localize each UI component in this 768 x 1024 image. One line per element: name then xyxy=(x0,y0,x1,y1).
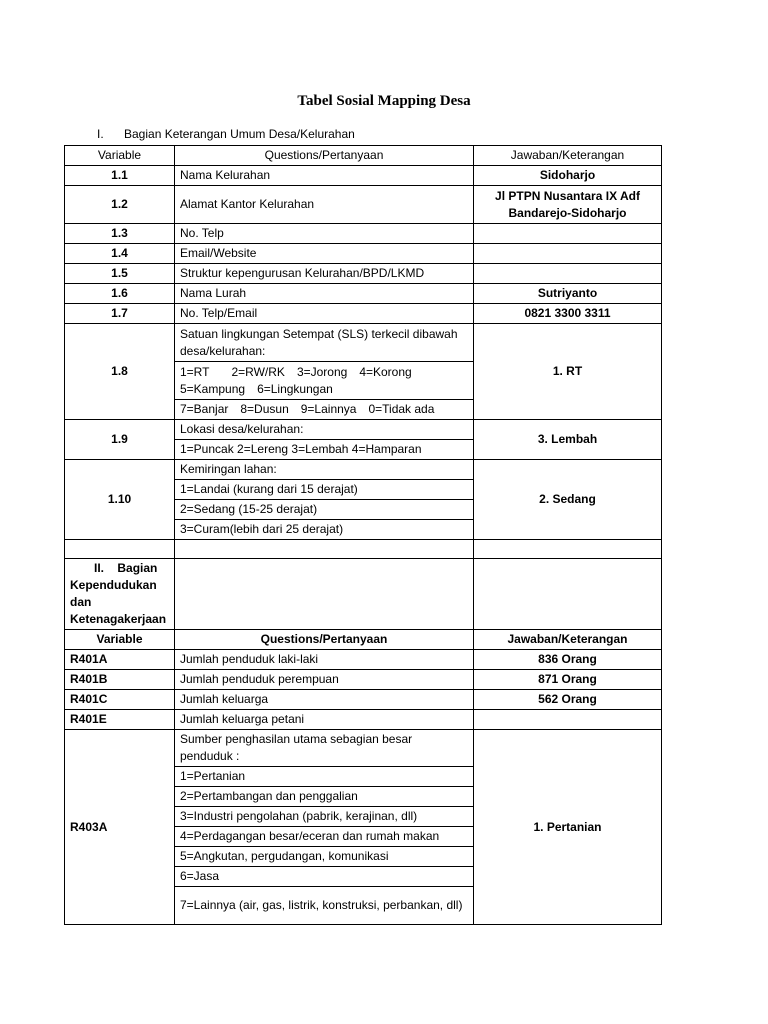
header-variable: Variable xyxy=(65,630,175,650)
table-row xyxy=(65,244,662,264)
row-question: Nama Lurah xyxy=(175,284,474,304)
option-4: 4=Korong xyxy=(359,364,412,379)
row-variable: R401C xyxy=(65,690,175,710)
table-header-row xyxy=(65,630,662,650)
header-questions: Questions/Pertanyaan xyxy=(175,146,474,166)
row-question: Kemiringan lahan: xyxy=(175,460,474,480)
row-question: No. Telp/Email xyxy=(175,304,474,324)
section-1-label: Bagian Keterangan Umum Desa/Kelurahan xyxy=(124,127,355,141)
row-variable: 1.5 xyxy=(65,264,175,284)
row-answer: Sidoharjo xyxy=(474,166,662,186)
row-question: Struktur kepengurusan Kelurahan/BPD/LKMD xyxy=(175,264,474,284)
row-question: No. Telp xyxy=(175,224,474,244)
table-row xyxy=(65,324,662,362)
row-variable: R403A xyxy=(65,730,175,925)
option-8: 8=Dusun xyxy=(240,402,289,416)
header-answer: Jawaban/Keterangan xyxy=(474,630,662,650)
table-row xyxy=(65,710,662,730)
section-2-heading-row xyxy=(65,559,662,630)
table-row xyxy=(65,264,662,284)
option-cell: 4=Perdagangan besar/eceran dan rumah makan xyxy=(175,827,474,847)
row-question: Email/Website xyxy=(175,244,474,264)
table-row xyxy=(65,670,662,690)
row-variable: 1.3 xyxy=(65,224,175,244)
header-variable: Variable xyxy=(65,146,175,166)
row-question: Jumlah keluarga petani xyxy=(175,710,474,730)
social-mapping-table xyxy=(64,145,662,925)
row-question: Alamat Kantor Kelurahan xyxy=(175,186,474,224)
row-variable: R401B xyxy=(65,670,175,690)
row-variable: R401E xyxy=(65,710,175,730)
option-cell: 3=Curam(lebih dari 25 derajat) xyxy=(175,520,474,540)
table-row xyxy=(65,166,662,186)
option-cell: 1=Pertanian xyxy=(175,767,474,787)
option-cell: 2=Sedang (15-25 derajat) xyxy=(175,500,474,520)
row-variable: 1.4 xyxy=(65,244,175,264)
row-answer: 2. Sedang xyxy=(474,460,662,540)
row-question: Jumlah penduduk laki-laki xyxy=(175,650,474,670)
option-9: 9=Lainnya xyxy=(300,402,357,416)
section-2-heading xyxy=(65,559,175,630)
option-7: 7=Banjar xyxy=(180,402,229,416)
row-answer xyxy=(474,244,662,264)
row-answer: 836 Orang xyxy=(474,650,662,670)
row-question: Nama Kelurahan xyxy=(175,166,474,186)
option-cell: 3=Industri pengolahan (pabrik, kerajinan, dll) xyxy=(175,807,474,827)
row-variable: 1.7 xyxy=(65,304,175,324)
row-variable: 1.2 xyxy=(65,186,175,224)
table-row xyxy=(65,690,662,710)
table-row xyxy=(65,460,662,480)
row-question: Jumlah penduduk perempuan xyxy=(175,670,474,690)
option-cell: 2=Pertambangan dan penggalian xyxy=(175,787,474,807)
section-2-label-first: Bagian xyxy=(117,561,158,575)
row-variable: 1.6 xyxy=(65,284,175,304)
row-answer xyxy=(474,710,662,730)
row-answer xyxy=(474,224,662,244)
option-cell: 7=Lainnya (air, gas, listrik, konstruksi, perbankan, dll) xyxy=(175,887,474,925)
empty-row xyxy=(65,540,662,559)
table-row xyxy=(65,650,662,670)
row-answer: Jl PTPN Nusantara IX Adf Bandarejo-Sidoharjo xyxy=(474,186,662,224)
row-answer: 3. Lembah xyxy=(474,420,662,460)
table-header-row xyxy=(65,146,662,166)
row-answer: 1. Pertanian xyxy=(474,730,662,925)
table-row xyxy=(65,420,662,440)
row-answer: 871 Orang xyxy=(474,670,662,690)
row-variable: 1.8 xyxy=(65,324,175,420)
option-cell: 1=Puncak 2=Lereng 3=Lembah 4=Hamparan xyxy=(175,440,474,460)
row-answer: Sutriyanto xyxy=(474,284,662,304)
row-variable: 1.10 xyxy=(65,460,175,540)
option-cell: 5=Angkutan, pergudangan, komunikasi xyxy=(175,847,474,867)
section-1-number: I. xyxy=(97,127,104,141)
row-question: Lokasi desa/kelurahan: xyxy=(175,420,474,440)
table-row xyxy=(65,284,662,304)
section-2-number: II. xyxy=(94,561,105,575)
option-6: 6=Lingkungan xyxy=(257,381,333,396)
header-answer: Jawaban/Keterangan xyxy=(474,146,662,166)
document-title: Tabel Sosial Mapping Desa xyxy=(297,93,471,109)
row-variable: 1.9 xyxy=(65,420,175,460)
option-5: 5=Kampung xyxy=(180,381,246,396)
table-row xyxy=(65,224,662,244)
row-answer xyxy=(474,264,662,284)
header-questions: Questions/Pertanyaan xyxy=(175,630,474,650)
option-cell: 6=Jasa xyxy=(175,867,474,887)
row-question: Jumlah keluarga xyxy=(175,690,474,710)
row-question: Sumber penghasilan utama sebagian besar penduduk : xyxy=(175,730,474,767)
option-cell xyxy=(175,362,474,400)
section-2-label-rest: Kependudukan dan Ketenagakerjaan xyxy=(70,578,167,626)
option-3: 3=Jorong xyxy=(296,364,348,379)
row-answer: 562 Orang xyxy=(474,690,662,710)
option-1: 1=RT xyxy=(180,364,210,379)
option-cell: 1=Landai (kurang dari 15 derajat) xyxy=(175,480,474,500)
row-variable: 1.1 xyxy=(65,166,175,186)
row-answer: 0821 3300 3311 xyxy=(474,304,662,324)
option-cell xyxy=(175,400,474,420)
row-variable: R401A xyxy=(65,650,175,670)
row-answer: 1. RT xyxy=(474,324,662,420)
table-row xyxy=(65,730,662,767)
section-1-heading xyxy=(97,127,355,141)
table-row xyxy=(65,186,662,224)
table-row xyxy=(65,304,662,324)
option-2: 2=RW/RK xyxy=(231,364,285,379)
row-question: Satuan lingkungan Setempat (SLS) terkecil dibawah desa/kelurahan: xyxy=(175,324,474,362)
option-0: 0=Tidak ada xyxy=(368,402,435,416)
